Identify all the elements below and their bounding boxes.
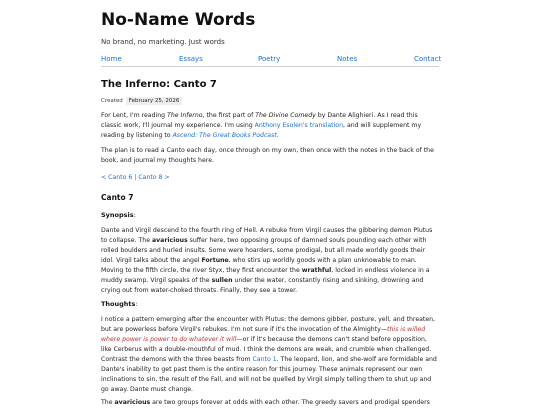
ascend-podcast-link[interactable]: Ascend: The Great Books Podcast xyxy=(172,132,277,139)
fortune-term: Fortune xyxy=(201,257,229,264)
prev-canto-link[interactable]: < Canto 6 xyxy=(101,174,133,181)
site-tagline: No brand, no marketing. Just words xyxy=(101,38,225,46)
thoughts-heading xyxy=(101,300,138,308)
synopsis-text: , who stirs up worldly goods with a plan unknowable to man. Moving to the fifth circle, the river Styx, they first encounter the xyxy=(101,257,417,274)
synopsis-text: , locked in endless violence in a muddy swamp. Virgil speaks of the xyxy=(101,267,430,284)
intro-text: by Dante Alighieri. As I read this classic work, I'll journal my experience. I'm using xyxy=(101,112,418,129)
avaricious-text: are two groups forever at odds with each other. The greedy savers and prodigal spenders xyxy=(150,399,430,406)
thoughts-text: —or if it's because the demons can't stand before opposition, like Cerberus with a double-mouthful of mud. I think the demons are weak, and crumble when challenged. Contrast the demons with the three beasts from xyxy=(101,336,432,363)
synopsis-colon: : xyxy=(133,211,136,219)
nav-essays-link[interactable]: Essays xyxy=(179,55,203,63)
nav-notes-link[interactable]: Notes xyxy=(337,55,358,63)
synopsis-text: Dante and Virgil descend to the fourth ring of Hell. A rebuke from Virgil causes the gibbering demon Plutus to collapse. The xyxy=(101,227,433,244)
thoughts-colon: : xyxy=(135,300,138,308)
nav-poetry-link[interactable]: Poetry xyxy=(258,55,281,63)
synopsis-text: suffer here, two opposing groups of damned souls pounding each other with rolled boulders and hurled insults. Some were hoarders, some prodigal, but all made worldly goods their idol. Virgil talks about the angel xyxy=(101,237,427,264)
synopsis-paragraph xyxy=(101,226,439,296)
avaricious-text: The xyxy=(101,399,115,406)
avaricious-term: avaricious xyxy=(151,237,188,244)
inferno-title: The Inferno xyxy=(167,112,203,119)
synopsis-text: under the water, constantly rising and sinking, drowning and crying out from water-choked throats. Finally, they see a tower. xyxy=(101,277,424,294)
intro-text: . xyxy=(276,132,279,139)
avaricious-term: avaricious xyxy=(114,399,151,406)
nav-divider xyxy=(101,66,439,67)
intro-text: For Lent, I'm reading xyxy=(101,112,168,119)
canto-1-link[interactable]: Canto 1 xyxy=(252,356,277,363)
nav-contact-link[interactable]: Contact xyxy=(414,55,442,63)
intro-text: , and will supplement my reading by listening to xyxy=(101,122,422,139)
divine-comedy-title: The Divine Comedy xyxy=(255,112,316,119)
section-heading: Canto 7 xyxy=(101,193,134,202)
thoughts-text: I notice a pattern emerging after the encounter with Plutus: the demons gibber, posture, yell, and threaten, but are powerless before Virgil's rebukes. I'm not sure if it's the invocation of the Almighty— xyxy=(101,316,436,333)
main-nav xyxy=(101,55,442,64)
intro-text: , the first part of xyxy=(202,112,256,119)
thoughts-label: Thoughts xyxy=(101,300,136,308)
site-title[interactable]: No-Name Words xyxy=(101,10,256,30)
quoted-verse: this is willed where power is power to do whatever it will xyxy=(101,326,426,343)
sullen-term: sullen xyxy=(211,277,233,284)
date-badge: February 25, 2026 xyxy=(126,97,183,105)
wrathful-term: wrathful xyxy=(301,267,332,274)
synopsis-label: Synopsis xyxy=(101,211,134,219)
plan-paragraph: The plan is to read a Canto each day, once through on my own, then once with the notes in the back of the book, and journal my thoughts here. xyxy=(101,147,434,164)
canto-nav-separator: | xyxy=(132,174,139,181)
canto-navigation xyxy=(101,174,170,181)
esolen-translation-link[interactable]: Anthony Esolen's translation xyxy=(254,122,344,129)
post-meta xyxy=(101,97,182,105)
intro-paragraph xyxy=(101,111,439,141)
next-canto-link[interactable]: Canto 8 > xyxy=(138,174,170,181)
thoughts-text: . The leopard, lion, and she-wolf are formidable and Dante's inability to get past them is the entire reason for this journey. These animals represent our own inclinations to sin, the result of the Fall, and will not be quelled by Virgil simply telling them to shut up and go away. Dante must change. xyxy=(101,356,437,393)
created-label: Created xyxy=(101,98,123,104)
thoughts-paragraph xyxy=(101,315,439,395)
post-title: The Inferno: Canto 7 xyxy=(101,79,217,90)
synopsis-heading xyxy=(101,211,136,219)
avaricious-paragraph xyxy=(101,398,439,408)
nav-home-link[interactable]: Home xyxy=(101,55,122,63)
